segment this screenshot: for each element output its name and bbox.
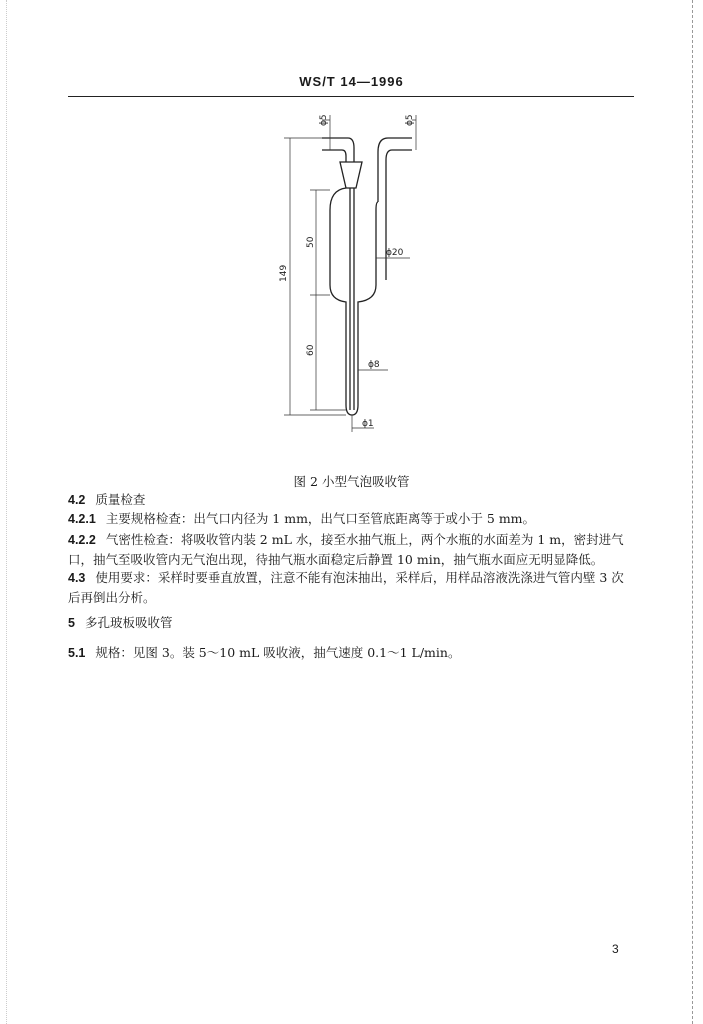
right-outlet (378, 138, 412, 202)
label-d-tube: ϕ8 (368, 360, 380, 370)
header-rule (68, 96, 634, 97)
section-number: 4.3 (68, 571, 86, 585)
inner-tube (350, 188, 354, 410)
section-5 (68, 613, 634, 633)
label-len-lower: 60 (306, 344, 316, 356)
figure-caption: 图 2 小型气泡吸收管 (293, 474, 410, 489)
absorber-tube-diagram (270, 110, 440, 440)
section-4-3 (68, 568, 634, 607)
section-5-1 (68, 643, 634, 663)
left-outlet (322, 138, 354, 162)
section-text: 气密性检查：将吸收管内装 2 mL 水，接至水抽气瓶上，两个水瓶的水面差为 1 m，密封进气口，抽气至吸收管内无气泡出现，待抽气瓶水面稳定后静置 10 min，抽气瓶水面应无明显降低。 (68, 532, 624, 567)
scan-right-edge (692, 0, 693, 1024)
scan-left-edge (6, 0, 7, 1024)
label-d-right-top: ϕ5 (405, 114, 415, 126)
page-number: 3 (612, 942, 619, 956)
absorber-tube-figure (270, 110, 440, 444)
section-text: 多孔玻板吸收管 (84, 615, 173, 630)
section-4-2-1 (68, 509, 634, 529)
section-number: 4.2.2 (68, 533, 96, 547)
section-text: 质量检查 (95, 492, 146, 507)
label-len-total: 149 (279, 264, 289, 282)
ground-joint (340, 162, 362, 188)
section-4-2-2 (68, 530, 634, 569)
label-len-bulb: 50 (306, 236, 316, 248)
section-number: 5 (68, 616, 75, 630)
document-header: WS/T 14—1996 (299, 74, 404, 89)
section-number: 5.1 (68, 646, 86, 660)
section-text: 主要规格检查：出气口内径为 1 mm，出气口至管底距离等于或小于 5 mm。 (105, 511, 536, 526)
label-d-bulb: ϕ20 (386, 248, 404, 258)
section-number: 4.2.1 (68, 512, 96, 526)
section-text: 使用要求：采样时要垂直放置，注意不能有泡沫抽出，采样后，用样品溶液洗涤进气管内壁 3 次后再倒出分析。 (68, 570, 624, 605)
section-number: 4.2 (68, 493, 86, 507)
section-text: 规格：见图 3。装 5～10 mL 吸收液，抽气速度 0.1～1 L/min。 (95, 645, 461, 660)
section-4-2 (68, 490, 634, 510)
label-d-tip: ϕ1 (362, 419, 374, 429)
label-d-left-top: ϕ5 (319, 114, 329, 126)
